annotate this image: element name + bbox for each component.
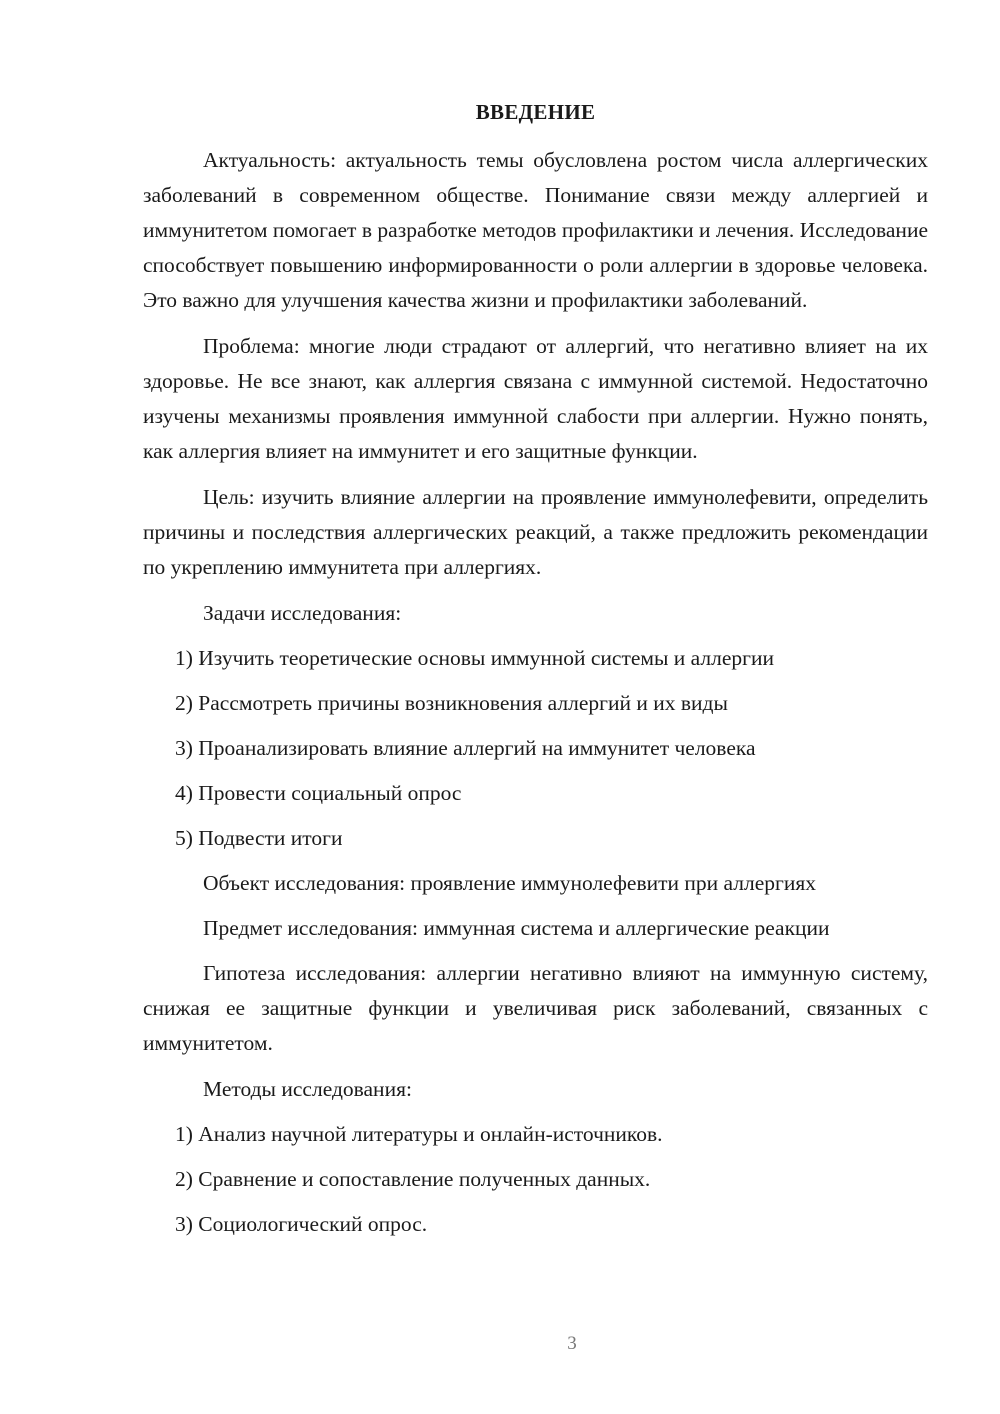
list-item: 2) Рассмотреть причины возникновения аллергий и их виды [175, 691, 728, 715]
list-item: 1) Анализ научной литературы и онлайн-источников. [175, 1122, 663, 1146]
document-page [143, 95, 928, 1252]
subject-line: Предмет исследования: иммунная система и аллергические реакции [203, 916, 830, 940]
problem-paragraph: Проблема: многие люди страдают от аллергий, что негативно влияет на их здоровье. Не все знают, как аллергия связана с иммунной системой. Недостаточно изучены механизмы проявления иммунной слабости при аллергии. Нужно понять, как аллергия влияет на иммунитет и его защитные функции. [143, 334, 928, 463]
page-number: 3 [567, 1333, 577, 1354]
hypothesis-paragraph: Гипотеза исследования: аллергии негативно влияют на иммунную систему, снижая ее защитные функции и увеличивая риск заболеваний, связанных с иммунитетом. [143, 961, 928, 1055]
list-item: 1) Изучить теоретические основы иммунной системы и аллергии [175, 646, 774, 670]
list-item: 3) Социологический опрос. [175, 1212, 428, 1236]
methods-list [143, 1117, 928, 1242]
goal-paragraph: Цель: изучить влияние аллергии на проявление иммунолефевити, определить причины и последствия аллергических реакций, а также предложить рекомендации по укреплению иммунитета при аллергиях. [143, 485, 928, 579]
methods-heading: Методы исследования: [203, 1077, 412, 1101]
object-line: Объект исследования: проявление иммунолефевити при аллергиях [203, 871, 816, 895]
list-item: 2) Сравнение и сопоставление полученных данных. [175, 1167, 651, 1191]
relevance-paragraph: Актуальность: актуальность темы обусловлена ростом числа аллергических заболеваний в современном обществе. Понимание связи между аллергией и иммунитетом помогает в разработке методов профилактики и лечения. Исследование способствует повышению информированности о роли аллергии в здоровье человека. Это важно для улучшения качества жизни и профилактики заболеваний. [143, 148, 928, 312]
section-title: ВВЕДЕНИЕ [475, 100, 596, 124]
list-item: 5) Подвести итоги [175, 826, 343, 850]
tasks-heading: Задачи исследования: [203, 601, 402, 625]
list-item: 4) Провести социальный опрос [175, 781, 462, 805]
list-item: 3) Проанализировать влияние аллергий на иммунитет человека [175, 736, 756, 760]
tasks-list [143, 641, 928, 856]
